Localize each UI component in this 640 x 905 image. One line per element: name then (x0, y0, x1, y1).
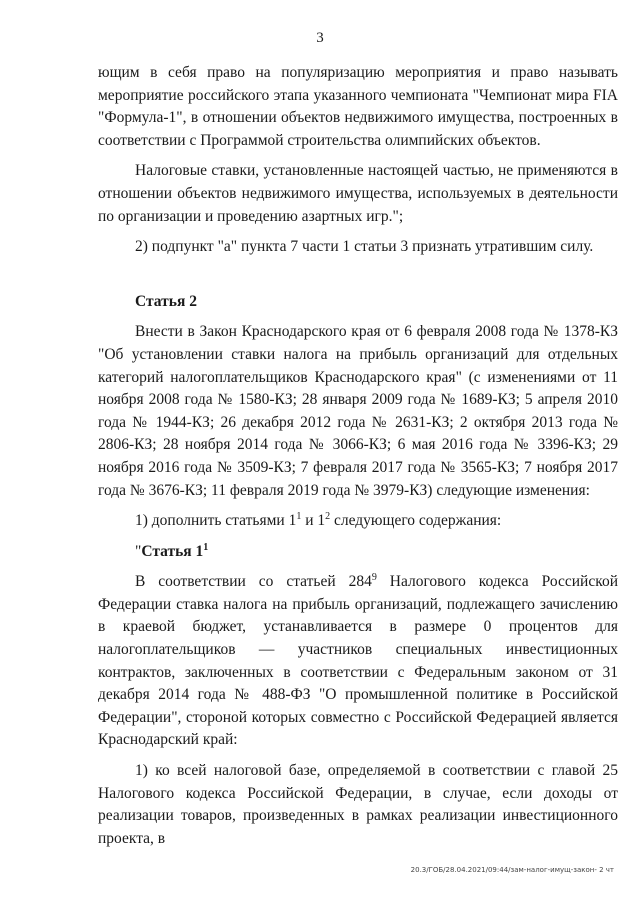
paragraph-tax-rates: Налоговые ставки, установленные настоящей частью, не применяются в отношении объектов недвижимого имущества, используемых в деятельности по организации и проведению азартных игр."; (98, 162, 618, 225)
item-1-text-c: следующего содержания: (330, 512, 502, 530)
footer-doc-id: 20.3/ГОБ/28.04.2021/09:44/зам-налог-имущ-закон- 2 чт (410, 866, 614, 874)
article-1-1-heading (98, 541, 618, 564)
body-text-b: Налогового кодекса Российской Федерации ставка налога на прибыль организаций, подлежащего зачислению в краевой бюджет, устанавливается в размере 0 процентов для налогоплательщиков — участников специальных инвестиционных контрактов, заключенных в соответствии с Федеральным законом от 31 декабря 2014 года № 488-ФЗ "О промышленной политике в Российской Федерации", стороной которых совместно с Российской Федерацией является Краснодарский край: (98, 573, 618, 749)
paragraph-subitem-2: 2) подпункт "а" пункта 7 части 1 статьи 3 признать утратившим силу. (135, 238, 594, 256)
page-number: 3 (316, 30, 324, 46)
item-1-sup-2: 2 (325, 510, 331, 522)
article-2-heading: Статья 2 (135, 292, 197, 310)
article-1-1-title: Статья 1 (141, 542, 204, 560)
body-sup: 9 (371, 572, 377, 584)
quote-mark: " (135, 542, 142, 560)
article-1-1-sup: 1 (203, 541, 209, 553)
article-1-1-item-1: 1) ко всей налоговой базе, определяемой в соответствии с главой 25 Налогового кодекса Российской Федерации, в случае, если доходы от реализации товаров, произведенных в рамках реализации инвестиционного проекта, в (98, 762, 618, 847)
article-1-1-body (98, 571, 618, 752)
article-2-item-1 (98, 510, 618, 533)
item-1-text-b: и 1 (301, 512, 326, 530)
body-text-a: В соответствии со статьей 284 (135, 573, 372, 591)
document-body (98, 62, 618, 850)
paragraph-continuation: ющим в себя право на популяризацию мероприятия и право называть мероприятие российского этапа указанного чемпионата "Чемпионат мира FIA "Формула-1", в отношении объектов недвижимого имущества, построенных в соответствии с Программой строительства олимпийских объектов. (98, 64, 618, 149)
item-1-text-a: 1) дополнить статьями 1 (135, 512, 297, 530)
item-1-sup-1: 1 (296, 510, 302, 522)
article-2-intro: Внести в Закон Краснодарского края от 6 февраля 2008 года № 1378-КЗ "Об установлении ставки налога на прибыль организаций для отдельных категорий налогоплательщиков Краснодарского края" (с изменениями от 11 ноября 2008 года № 1580-КЗ; 28 января 2009 года № 1689-КЗ; 5 апреля 2010 года № 1944-КЗ; 26 декабря 2012 года № 2631-КЗ; 2 октября 2013 года № 2806-КЗ; 28 ноября 2014 года № 3066-КЗ; 6 мая 2016 года № 3396-КЗ; 29 ноября 2016 года № 3509-КЗ; 7 февраля 2017 года № 3565-КЗ; 7 ноября 2017 года № 3676-КЗ; 11 февраля 2019 года № 3979-КЗ) следующие изменения: (98, 323, 618, 499)
